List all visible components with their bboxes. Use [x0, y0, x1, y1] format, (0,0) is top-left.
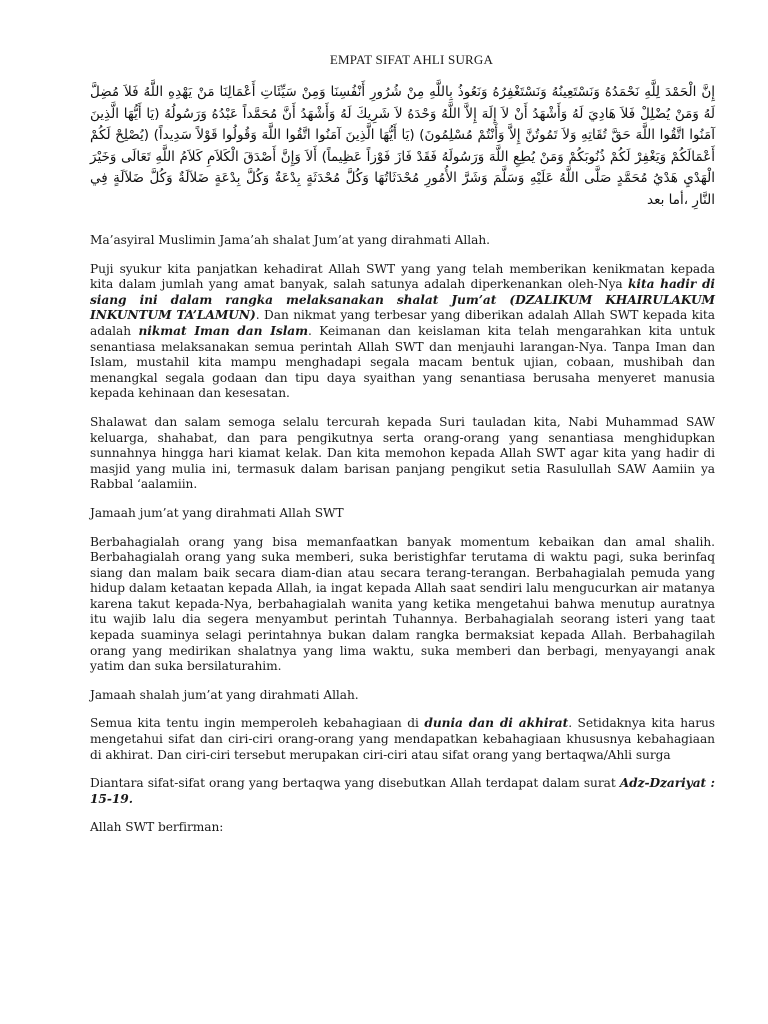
surah-reference-text: Diantara sifat-sifat orang yang bertaqwa yang disebutkan Allah terdapat dalam surat — [90, 776, 620, 791]
gratitude-text-2: . Dan nikmat yang terbesar yang diberikan adalah Allah SWT kepada kita adalah — [90, 308, 715, 338]
surah-reference-paragraph — [90, 776, 715, 807]
greeting-paragraph: Ma’asyiral Muslimin Jama’ah shalat Jum’at yang dirahmati Allah. — [90, 233, 490, 247]
berbahagialah-paragraph: Berbahagialah orang yang bisa memanfaatkan banyak momentum kebaikan dan amal shalih. Berbahagialah orang yang suka memberi, suka beristighfar terutama di waktu pagi, suka berinfaq siang dan malam baik secara diam-dian atau secara terang-terangan. Berbahagialah pemuda yang hidup dalam ketaatan kepada Allah, ia ingat kepada Allah saat sendiri lalu mengucurkan air matanya karena takut kepada-Nya, berbahagialah wanita yang ketika mengetahui bahwa menutup auratnya itu wajib lalu dia segera menyambut perintah Tuhannya. Berbahagialah seorang isteri yang taat kepada suaminya selagi perintahnya bukan dalam rangka bermaksiat kepada Allah. Berbahagilah orang yang medirikan shalatnya yang lima waktu, suka memberi dan berbagi, menyayangi anak yatim dan suka bersilaturahim. — [90, 534, 715, 674]
gratitude-emphasis-1: kita hadir di siang ini dalam rangka melaksanakan shalat Jum’at (DZALIKUM KHAIRULAKUM INKUNTUM TA’LAMUN) — [90, 277, 715, 323]
address-paragraph-1: Jamaah jum’at yang dirahmati Allah SWT — [90, 505, 344, 520]
shalawat-paragraph: Shalawat dan salam semoga selalu tercurah kepada Suri tauladan kita, Nabi Muhammad SAW keluarga, shahabat, dan para pengikutnya serta orang-orang yang senantiasa menghidupkan sunnahnya hingga hari kiamat kelak. Dan kita memohon kepada Allah SWT agar kita yang hadir di masjid yang mulia ini, termasuk dalam barisan panjang pengikut setia Rasulullah SAW Aamiin ya Rabbal ‘aalamiin. — [90, 414, 715, 492]
happiness-text-2: . Setidaknya kita harus mengetahui sifat dan ciri-ciri orang-orang yang mendapatkan kebahagiaan khususnya kebahagiaan di akhirat. Dan ciri-ciri tersebut merupakan ciri-ciri atau sifat orang yang bertaqwa/Ahli surga — [90, 716, 715, 762]
happiness-emphasis: dunia dan di akhirat — [424, 716, 569, 731]
gratitude-emphasis-2: nikmat Iman dan Islam — [138, 323, 308, 338]
address-paragraph-2: Jamaah shalah jum’at yang dirahmati Allah. — [90, 687, 359, 702]
gratitude-paragraph — [90, 262, 715, 402]
gratitude-text-1: Puji syukur kita panjatkan kehadirat Allah SWT yang yang telah memberikan kenikmatan kepada kita dalam jumlah yang amat banyak, salah satunya adalah diperkenankan oleh-Nya — [90, 261, 715, 292]
happiness-text-1: Semua kita tentu ingin memperoleh kebahagiaan di — [90, 716, 425, 731]
surah-reference-emphasis: Adz-Dzariyat : 15-19. — [90, 776, 715, 806]
happiness-paragraph — [90, 716, 715, 763]
page-title: EMPAT SIFAT AHLI SURGA — [329, 52, 494, 67]
allah-berfirman-paragraph: Allah SWT berfirman: — [90, 820, 224, 835]
gratitude-text-3: . Keimanan dan keislaman kita telah mengarahkan kita untuk senantiasa melaksanakan semua perintah Allah SWT dan menjauhi larangan-Nya. Tanpa Iman dan Islam, mustahil kita mampu menghadapi segala macam bentuk ujian, cobaan, mushibah dan menangkal segala godaan dan tipu daya syaithan yang senantiasa berusaha menyeret manusia kepada kehinaan dan kesesatan. — [90, 323, 716, 401]
arabic-opening-prayer: إِنَّ الْحَمْدَ لِلَّهِ نَحْمَدُهُ وَنَسْتَعِينُهُ وَنَسْتَغْفِرُهُ وَنَعُوذُ بِاللَّهِ مِنْ شُرُورِ أَنْفُسِنَا وَمِنْ سَيِّئَاتِ أَعْمَالِنَا مَنْ يَهْدِهِ اللَّهُ فَلاَ مُضِلَّ لَهُ وَمَنْ يُضْلِلْ فَلاَ هَادِيَ لَهُ وَأَشْهَدُ أَنْ لاَ إِلَهَ إِلاَّ اللَّهُ وَحْدَهُ لاَ شَرِيكَ لَهُ وَأَشْهَدُ أَنَّ مُحَمَّداً عَبْدُهُ وَرَسُولُهُ (يَا أَيُّهَا الَّذِينَ آمَنُوا اتَّقُوا اللَّهَ حَقَّ تُقَاتِهِ وَلاَ تَمُوتُنَّ إِلاَّ وَأَنْتُمْ مُسْلِمُونَ) (يَا أَيُّهَا الَّذِينَ آمَنُوا اتَّقُوا اللَّهَ وَقُولُوا قَوْلاً سَدِيداً) (يُصْلِحْ لَكُمْ أَعْمَالَكُمْ وَيَغْفِرْ لَكُمْ ذُنُوبَكُمْ وَمَنْ يُطِعِ اللَّهَ وَرَسُولَهُ فَقَدْ فَازَ فَوْزاً عَظِيماً) أَلاَ وَإِنَّ أَصْدَقَ الْكَلاَمِ كَلاَمُ اللَّهِ تَعَالَى وَخَيْرَ الْهَدْيِ هَدْيُ مُحَمَّدٍ صَلَّى اللَّهُ عَلَيْهِ وَسَلَّمَ وَشَرَّ الأُمُورِ مُحْدَثَاتُهَا وَكُلَّ مُحْدَثَةٍ بِدْعَةٌ وَكُلَّ بِدْعَةٍ ضَلاَلَةٌ وَكُلَّ ضَلاَلَةٍ فِي النَّارِ ،أما بعد — [90, 84, 715, 208]
